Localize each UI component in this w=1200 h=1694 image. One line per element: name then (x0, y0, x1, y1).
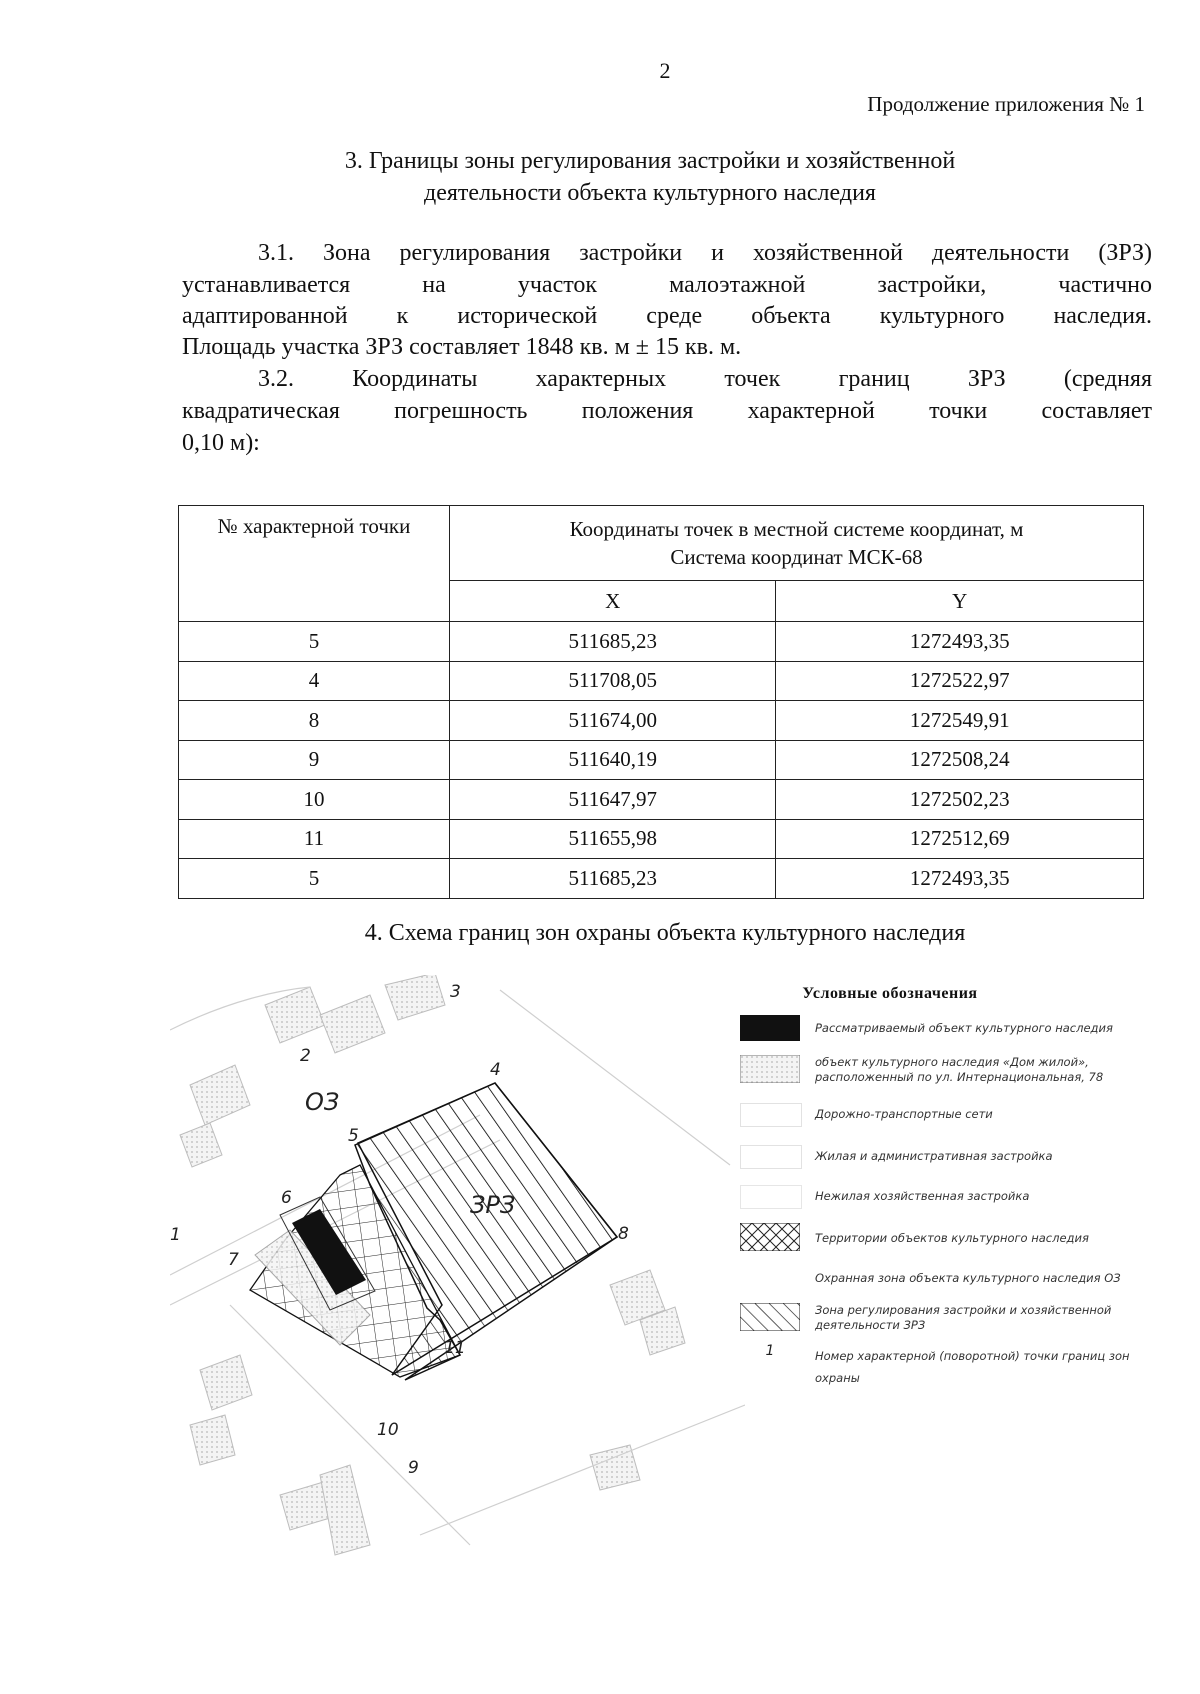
legend-text: Жилая и административная застройка (815, 1149, 1053, 1163)
point-label-8: 8 (618, 1224, 629, 1244)
point-label-10: 10 (377, 1420, 399, 1440)
table-cell-point: 5 (179, 622, 450, 662)
legend-swatch-residential (740, 1145, 802, 1169)
table-row (179, 819, 1144, 859)
point-label-3: 3 (450, 982, 461, 1002)
legend-swatch-roads (740, 1103, 802, 1127)
paragraph-3-2-line-1: 3.2. Координаты характерных точек границ ЗРЗ (средняя (258, 366, 1152, 392)
legend-swatch-nonresidential (740, 1185, 802, 1209)
point-label-4: 4 (490, 1060, 501, 1080)
zones-scheme-map (170, 975, 745, 1565)
table-row (179, 701, 1144, 741)
section-3-title-line-1: 3. Границы зоны регулирования застройки и хозяйственной (344, 148, 956, 174)
legend-swatch-territory (740, 1223, 800, 1251)
table-header-coordinates-line-1: Координаты точек в местной системе координат, м (569, 517, 1024, 541)
legend-text: Номер характерной (поворотной) точки границ зон охраны (815, 1349, 1130, 1385)
legend-text: Зона регулирования застройки и хозяйственной деятельности ЗРЗ (815, 1303, 1112, 1332)
paragraph-3-2-line-2: квадратическая погрешность положения характерной точки составляет (182, 398, 1152, 424)
point-label-1: 1 (170, 1225, 181, 1245)
coordinates-table (178, 505, 1144, 899)
table-cell-y: 1272549,91 (776, 701, 1144, 741)
table-cell-x: 511647,97 (450, 780, 776, 820)
table-row (179, 622, 1144, 662)
legend-swatch-heritage-house (740, 1055, 800, 1083)
section-3-title-line-2: деятельности объекта культурного наследия (424, 180, 876, 206)
table-cell-point: 8 (179, 701, 450, 741)
table-cell-point: 4 (179, 661, 450, 701)
legend-point-sample: 1 (765, 1343, 775, 1359)
table-cell-point: 9 (179, 740, 450, 780)
point-label-11: 11 (444, 1338, 466, 1358)
table-cell-x: 511674,00 (450, 701, 776, 741)
table-cell-point: 11 (179, 819, 450, 859)
legend-text: объект культурного наследия «Дом жилой», расположенный по ул. Интернациональная, 78 (815, 1055, 1104, 1084)
page-number: 2 (659, 58, 671, 83)
table-row (179, 661, 1144, 701)
map-legend (740, 985, 1160, 1385)
table-cell-x: 511708,05 (450, 661, 776, 701)
table-cell-point: 10 (179, 780, 450, 820)
table-cell-x: 511655,98 (450, 819, 776, 859)
section-4-title: 4. Схема границ зон охраны объекта культурного наследия (364, 920, 966, 946)
point-label-9: 9 (408, 1458, 419, 1478)
table-cell-y: 1272522,97 (776, 661, 1144, 701)
point-label-5: 5 (348, 1126, 359, 1146)
legend-text: Охранная зона объекта культурного наследия ОЗ (815, 1271, 1121, 1285)
legend-text: Рассматриваемый объект культурного наследия (815, 1021, 1113, 1035)
table-cell-x: 511685,23 (450, 859, 776, 899)
legend-swatch-main-object (740, 1015, 800, 1041)
paragraph-3-1-line-2: устанавливается на участок малоэтажной застройки, частично (182, 272, 1152, 298)
paragraph-3-1-line-4: Площадь участка ЗРЗ составляет 1848 кв. м ± 15 кв. м. (182, 334, 742, 360)
legend-text: Территории объектов культурного наследия (815, 1231, 1089, 1245)
table-header-y: Y (776, 581, 1144, 622)
table-row (179, 780, 1144, 820)
table-cell-x: 511640,19 (450, 740, 776, 780)
table-header-point-number: № характерной точки (179, 506, 450, 622)
table-header-coordinates (450, 506, 1144, 581)
paragraph-3-1-line-1: 3.1. Зона регулирования застройки и хозяйственной деятельности (ЗРЗ) (258, 240, 1152, 266)
point-label-7: 7 (228, 1250, 239, 1270)
zone-label-oz: ОЗ (305, 1088, 340, 1116)
point-label-6: 6 (281, 1188, 292, 1208)
table-header-coordinates-line-2: Система координат МСК-68 (670, 545, 923, 569)
zone-label-zrz: ЗРЗ (470, 1191, 516, 1219)
legend-text: Дорожно-транспортные сети (815, 1107, 993, 1121)
table-cell-y: 1272512,69 (776, 819, 1144, 859)
legend-swatch-zrz (740, 1303, 800, 1331)
paragraph-3-1-line-3: адаптированной к исторической среде объекта культурного наследия. (182, 303, 1152, 329)
table-cell-y: 1272502,23 (776, 780, 1144, 820)
table-row (179, 740, 1144, 780)
table-row (179, 859, 1144, 899)
table-cell-x: 511685,23 (450, 622, 776, 662)
table-header-x: X (450, 581, 776, 622)
legend-title: Условные обозначения (802, 985, 978, 1002)
point-label-2: 2 (300, 1046, 311, 1066)
appendix-note: Продолжение приложения № 1 (867, 92, 1145, 116)
paragraph-3-2-line-3: 0,10 м): (182, 430, 260, 456)
table-cell-y: 1272493,35 (776, 859, 1144, 899)
table-cell-y: 1272508,24 (776, 740, 1144, 780)
table-cell-point: 5 (179, 859, 450, 899)
table-cell-y: 1272493,35 (776, 622, 1144, 662)
legend-swatch-oz (740, 1267, 800, 1289)
legend-text: Нежилая хозяйственная застройка (815, 1189, 1030, 1203)
